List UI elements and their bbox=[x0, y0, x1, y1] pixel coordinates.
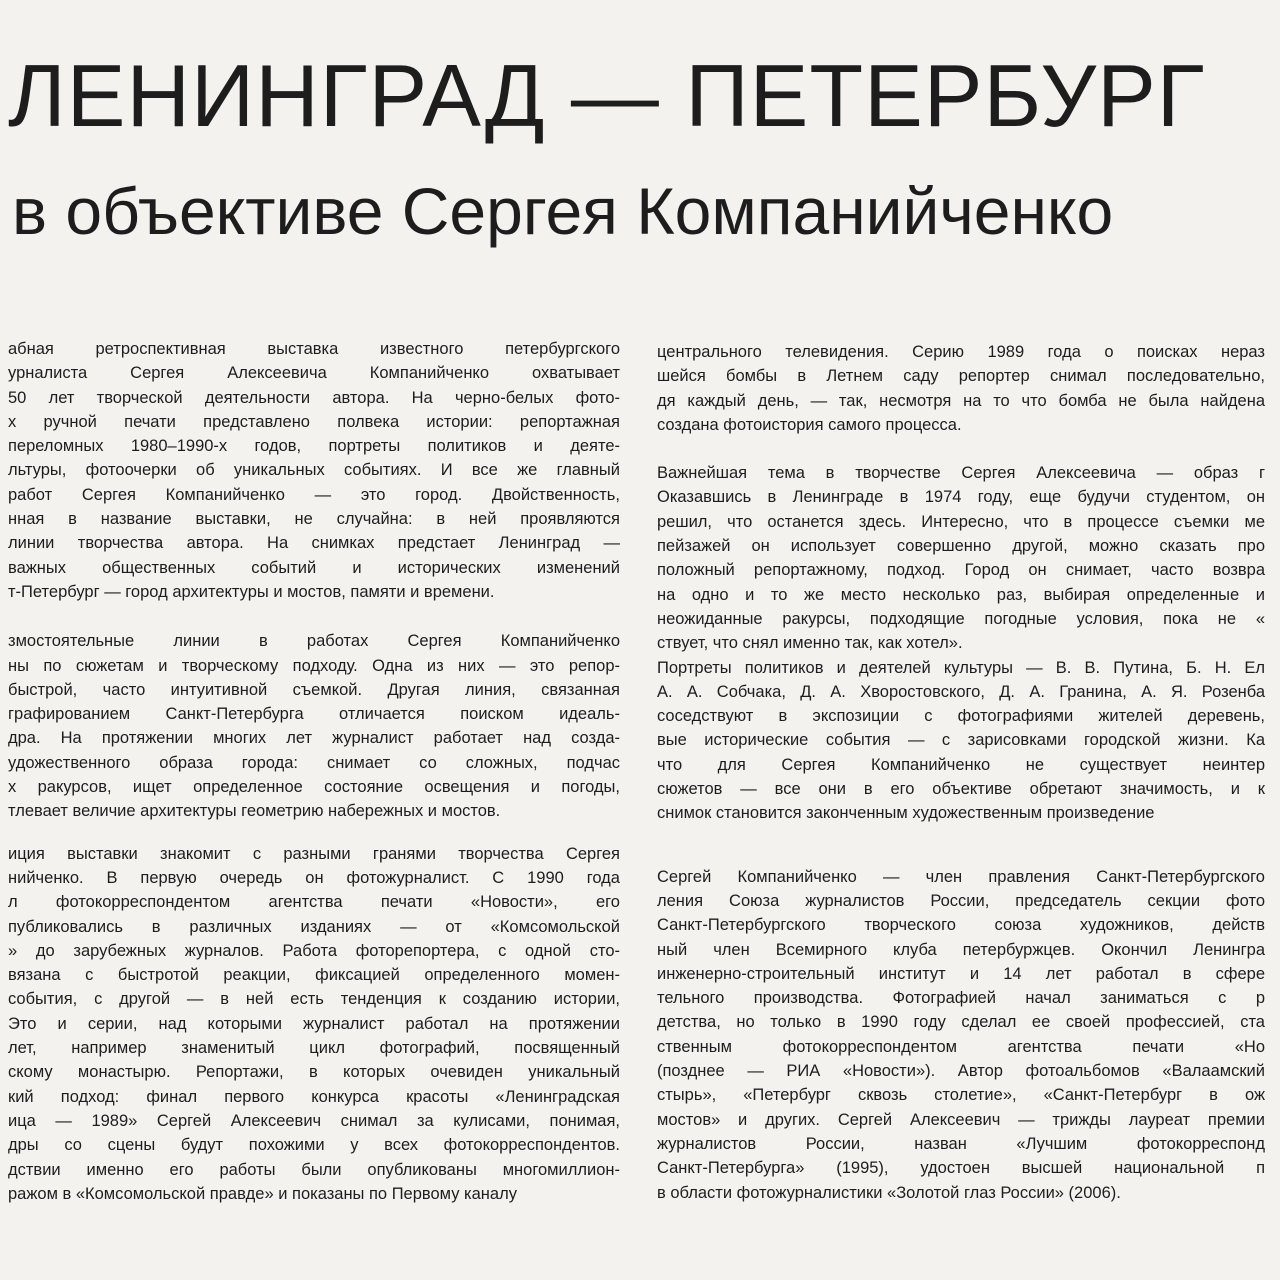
text-line: стырь», «Петербург сквозь столетие», «Санкт-Петербург в ож bbox=[657, 1086, 1265, 1105]
text-line: кий подход: финал первого конкурса красоты «Ленинградская bbox=[8, 1087, 620, 1106]
paragraph bbox=[657, 461, 1265, 825]
text-line: Санкт-Петербургского творческого союза художников, действ bbox=[657, 916, 1265, 935]
paragraph bbox=[657, 865, 1265, 1205]
text-line: работ Сергея Компанийченко — это город. Двойственность, bbox=[8, 485, 620, 504]
text-line: положный репортажному, подход. Город он снимает, часто возвра bbox=[657, 561, 1265, 580]
text-line: вые исторические события — с зарисовками городской жизни. Ка bbox=[657, 731, 1265, 750]
text-line: шейся бомбы в Летнем саду репортер снимал последовательно, bbox=[657, 367, 1265, 386]
text-line: вязана с быстротой реакции, фиксацией определенного момен- bbox=[8, 966, 620, 985]
text-line: лет, например знаменитый цикл фотографий, посвященный bbox=[8, 1039, 620, 1058]
text-line: пейзажей он использует совершенно другой, можно сказать про bbox=[657, 537, 1265, 556]
text-line: х ручной печати представлено полвека истории: репортажная bbox=[8, 412, 620, 431]
text-line: урналиста Сергея Алексеевича Компанийченко охватывает bbox=[8, 364, 620, 383]
text-line: в области фотожурналистики «Золотой глаз России» (2006). bbox=[657, 1183, 1121, 1202]
text-line: центрального телевидения. Серию 1989 года о поисках нераз bbox=[657, 343, 1265, 361]
text-line: что для Сергея Компанийченко не существует неинтер bbox=[657, 755, 1265, 774]
text-line: тельного производства. Фотографией начал заниматься с р bbox=[657, 989, 1265, 1008]
text-line: решил, что останется здесь. Интересно, что в процессе съемки ме bbox=[657, 512, 1265, 531]
text-line: льтуры, фотоочерки об уникальных событиях. И все же главный bbox=[8, 461, 620, 480]
text-line: Оказавшись в Ленинграде в 1974 году, еще будучи студентом, он bbox=[657, 488, 1265, 507]
text-line: Санкт-Петербурга» (1995), удостоен высшей национальной п bbox=[657, 1159, 1265, 1178]
text-line: удожественного образа города: снимает со сложных, подчас bbox=[8, 753, 620, 772]
text-line: 50 лет творческой деятельности автора. На черно-белых фото- bbox=[8, 388, 620, 407]
page-subtitle: в объективе Сергея Компанийченко bbox=[12, 174, 1114, 248]
text-line: сюжетов — все они в его объективе обретают значимость, и к bbox=[657, 780, 1265, 799]
text-line: графированием Санкт-Петербурга отличается поиском идеаль- bbox=[8, 705, 620, 724]
text-line: ный член Всемирного клуба петербуржцев. Окончил Ленингра bbox=[657, 940, 1265, 959]
text-line: змостоятельные линии в работах Сергея Компанийченко bbox=[8, 632, 620, 651]
text-line: инженерно-строительный институт и 14 лет работал в сфере bbox=[657, 964, 1265, 983]
text-line: ны по сюжетам и творческому подходу. Одна из них — это репор- bbox=[8, 656, 620, 675]
left-column bbox=[8, 337, 620, 1206]
text-line: А. А. Собчака, Д. А. Хворостовского, Д. А. Гранина, А. Я. Розенба bbox=[657, 682, 1265, 701]
text-line: быстрой, часто интуитивной съемкой. Другая линия, связанная bbox=[8, 680, 620, 699]
paragraph bbox=[8, 337, 620, 604]
text-line: » до зарубежных журналов. Работа фоторепортера, с одной сто- bbox=[8, 941, 620, 960]
text-line: иция выставки знакомит с разными гранями творчества Сергея bbox=[8, 844, 620, 863]
text-line: т-Петербург — город архитектуры и мостов, памяти и времени. bbox=[8, 582, 495, 601]
text-line: дры со сцены будут похожими у всех фотокорреспондентов. bbox=[8, 1136, 620, 1155]
page-title: ЛЕНИНГРАД — ПЕТЕРБУРГ bbox=[8, 46, 1206, 145]
text-line: мостов» и других. Сергей Алексеевич — трижды лауреат премии bbox=[657, 1110, 1265, 1129]
text-line: ражом в «Комсомольской правде» и показаны по Первому каналу bbox=[8, 1184, 517, 1203]
text-line: ственным фотокорреспондентом агентства печати «Но bbox=[657, 1037, 1265, 1056]
text-line: снимок становится законченным художественным произведение bbox=[657, 804, 1155, 823]
text-line: важных общественных событий и исторических изменений bbox=[8, 558, 620, 577]
text-line: ица — 1989» Сергей Алексеевич снимал за кулисами, понимая, bbox=[8, 1111, 620, 1130]
text-line: детства, но только в 1990 году сделал ее своей профессией, ста bbox=[657, 1013, 1265, 1032]
text-line: создана фотоистория самого процесса. bbox=[657, 415, 962, 434]
text-line: дра. На протяжении многих лет журналист работает над созда- bbox=[8, 729, 620, 748]
text-line: Это и серии, над которыми журналист работал на протяжении bbox=[8, 1014, 620, 1033]
text-line: неожиданные ракурсы, подходящие погодные условия, пока не « bbox=[657, 609, 1265, 628]
text-line: журналистов России, назван «Лучшим фотокорреспонд bbox=[657, 1134, 1265, 1153]
text-line: Сергей Компанийченко — член правления Санкт-Петербургского bbox=[657, 867, 1265, 886]
text-line: дя каждый день, — так, несмотря на то что бомба не была найдена bbox=[657, 391, 1265, 410]
text-line: нийченко. В первую очередь он фотожурналист. С 1990 года bbox=[8, 868, 620, 887]
paragraph bbox=[657, 340, 1265, 437]
text-line: х ракурсов, ищет определенное состояние освещения и погоды, bbox=[8, 778, 620, 797]
paragraph bbox=[8, 842, 620, 1206]
text-line: абная ретроспективная выставка известного петербургского bbox=[8, 340, 620, 358]
text-line: тлевает величие архитектуры геометрию набережных и мостов. bbox=[8, 802, 501, 821]
text-line: Портреты политиков и деятелей культуры — В. В. Путина, Б. Н. Ел bbox=[657, 658, 1265, 677]
text-line: соседствуют в экспозиции с фотографиями жителей деревень, bbox=[657, 707, 1265, 726]
text-line: на одно и то же место несколько раз, выбирая определенные и bbox=[657, 585, 1265, 604]
text-line: ствует, что снял именно так, как хотел». bbox=[657, 634, 963, 653]
text-line: Важнейшая тема в творчестве Сергея Алексеевича — образ г bbox=[657, 464, 1265, 483]
text-line: линии творчества автора. На снимках предстает Ленинград — bbox=[8, 534, 620, 553]
right-column bbox=[657, 340, 1265, 1205]
text-line: скому монастырю. Репортажи, в которых очевиден уникальный bbox=[8, 1063, 620, 1082]
text-line: переломных 1980–1990-х годов, портреты политиков и деяте- bbox=[8, 437, 620, 456]
text-line: (позднее — РИА «Новости»). Автор фотоальбомов «Валаамский bbox=[657, 1062, 1265, 1081]
text-line: публиковались в различных изданиях — от «Комсомольской bbox=[8, 917, 620, 936]
text-line: события, с другой — в ней есть тенденция к созданию истории, bbox=[8, 990, 620, 1009]
text-line: л фотокорреспондентом агентства печати «Новости», его bbox=[8, 893, 620, 912]
paragraph bbox=[8, 629, 620, 823]
text-line: дствии именно его работы были опубликованы многомиллион- bbox=[8, 1160, 620, 1179]
text-line: ления Союза журналистов России, председатель секции фото bbox=[657, 891, 1265, 910]
text-line: нная в название выставки, не случайна: в ней проявляются bbox=[8, 510, 620, 529]
